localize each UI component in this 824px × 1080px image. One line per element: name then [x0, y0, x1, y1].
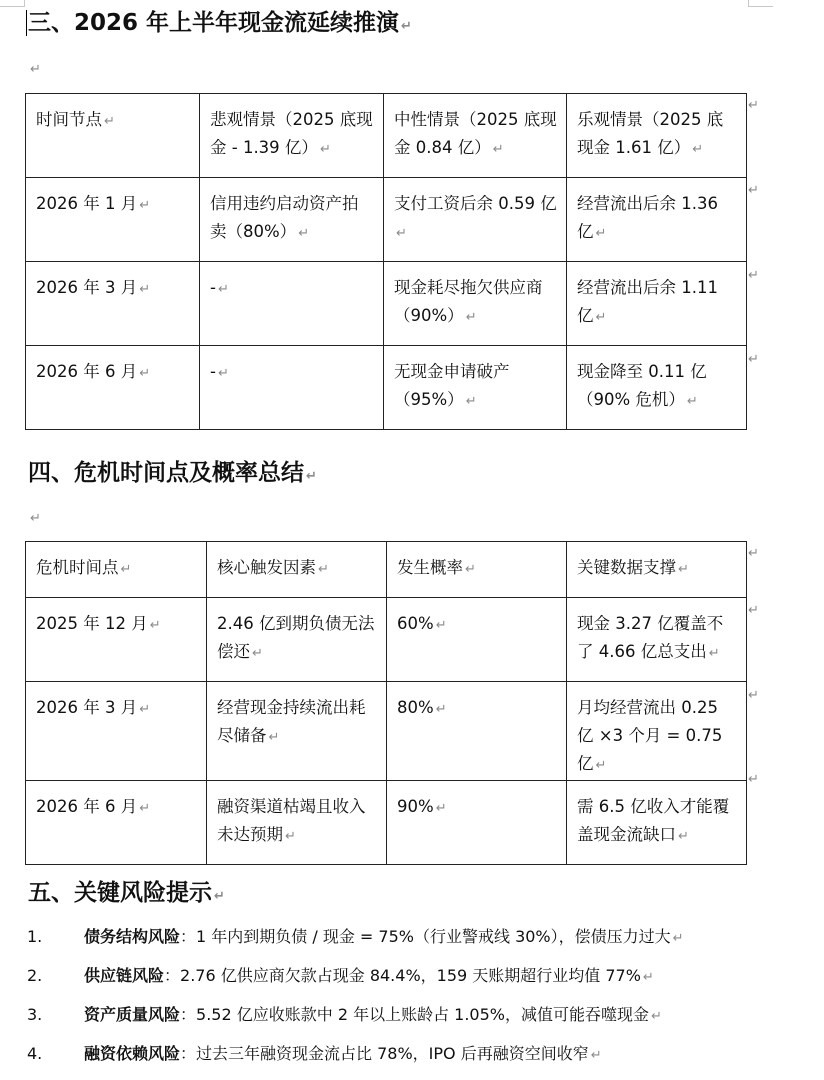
table-row: [26, 781, 747, 865]
crisis-summary-table: [25, 541, 747, 865]
table-cell[interactable]: 60% ↵: [387, 598, 567, 682]
table-cell[interactable]: 80% ↵: [387, 682, 567, 781]
table-cell[interactable]: 现金降至 0.11 亿（90% 危机） ↵: [567, 346, 747, 430]
table-cell[interactable]: 2025 年 12 月 ↵: [26, 598, 207, 682]
scenario-table: [25, 93, 747, 430]
text-cursor: [26, 10, 27, 36]
table-cell[interactable]: 2026 年 6 月 ↵: [26, 781, 207, 865]
row-end-mark: ↵: [748, 352, 759, 367]
table-header-row: [26, 94, 747, 178]
list-number: 3.: [27, 1005, 43, 1024]
table-cell[interactable]: 经营流出后余 1.11 亿 ↵: [567, 262, 747, 346]
row-end-mark: ↵: [748, 98, 759, 113]
table-cell[interactable]: 2026 年 6 月 ↵: [26, 346, 200, 430]
risk-text: 资产质量风险：5.52 亿应收账款中 2 年以上账龄占 1.05%，减值可能吞噬现金 ↵: [84, 1005, 662, 1024]
table-cell[interactable]: 无现金申请破产（95%） ↵: [384, 346, 567, 430]
table-cell[interactable]: 2026 年 3 月 ↵: [26, 682, 207, 781]
table-cell[interactable]: 发生概率 ↵: [387, 542, 567, 598]
risk-text: 债务结构风险：1 年内到期负债 / 现金 = 75%（行业警戒线 30%），偿债压力过大 ↵: [84, 927, 684, 946]
table-cell[interactable]: 悲观情景（2025 底现金 - 1.39 亿） ↵: [200, 94, 384, 178]
table-cell[interactable]: 月均经营流出 0.25 亿 ×3 个月 = 0.75 亿 ↵: [567, 682, 747, 781]
list-number: 4.: [27, 1044, 43, 1063]
list-item[interactable]: [0, 961, 824, 1000]
row-end-mark: ↵: [748, 772, 759, 787]
section5-heading[interactable]: 五、关键风险提示 ↵: [28, 880, 225, 906]
table-row: [26, 262, 747, 346]
table-cell[interactable]: 需 6.5 亿收入才能覆盖现金流缺口 ↵: [567, 781, 747, 865]
list-item[interactable]: [0, 1039, 824, 1078]
table-cell[interactable]: 经营现金持续流出耗尽储备 ↵: [207, 682, 387, 781]
list-item[interactable]: [0, 1000, 824, 1039]
row-end-mark: ↵: [748, 603, 759, 618]
table-cell[interactable]: 核心触发因素 ↵: [207, 542, 387, 598]
table-cell[interactable]: 90% ↵: [387, 781, 567, 865]
table-cell[interactable]: 现金 3.27 亿覆盖不了 4.66 亿总支出 ↵: [567, 598, 747, 682]
risk-list: [0, 922, 824, 1078]
page-corner-mark-left: [0, 0, 25, 7]
section4-heading[interactable]: 四、危机时间点及概率总结 ↵: [28, 460, 317, 486]
table-cell[interactable]: 时间节点 ↵: [26, 94, 200, 178]
row-end-mark: ↵: [748, 268, 759, 283]
risk-title: 资产质量风险: [84, 1005, 181, 1024]
table-cell[interactable]: 信用违约启动资产拍卖（80%） ↵: [200, 178, 384, 262]
table-cell[interactable]: - ↵: [200, 262, 384, 346]
table-cell[interactable]: 中性情景（2025 底现金 0.84 亿） ↵: [384, 94, 567, 178]
table-row: [26, 178, 747, 262]
table-cell[interactable]: 经营流出后余 1.36 亿 ↵: [567, 178, 747, 262]
list-number: 2.: [27, 966, 43, 985]
table-row: [26, 346, 747, 430]
risk-title: 债务结构风险: [84, 927, 181, 946]
risk-text: 供应链风险：2.76 亿供应商欠款占现金 84.4%，159 天账期超行业均值 77% ↵: [84, 966, 654, 985]
table-cell[interactable]: 2026 年 1 月 ↵: [26, 178, 200, 262]
table-cell[interactable]: 乐观情景（2025 底现金 1.61 亿） ↵: [567, 94, 747, 178]
table-cell[interactable]: 融资渠道枯竭且收入未达预期 ↵: [207, 781, 387, 865]
table-header-row: [26, 542, 747, 598]
table-row: [26, 598, 747, 682]
table-cell[interactable]: 2.46 亿到期负债无法偿还 ↵: [207, 598, 387, 682]
table-row: [26, 682, 747, 781]
row-end-mark: ↵: [748, 688, 759, 703]
page-corner-mark-right: [748, 0, 773, 7]
table-cell[interactable]: 2026 年 3 月 ↵: [26, 262, 200, 346]
empty-paragraph: ↵: [30, 62, 41, 77]
row-end-mark: ↵: [748, 183, 759, 198]
list-item[interactable]: [0, 922, 824, 961]
table-cell[interactable]: 关键数据支撑 ↵: [567, 542, 747, 598]
list-number: 1.: [27, 927, 43, 946]
empty-paragraph: ↵: [30, 511, 41, 526]
risk-title: 供应链风险: [84, 966, 165, 985]
risk-text: 融资依赖风险：过去三年融资现金流占比 78%，IPO 后再融资空间收窄 ↵: [84, 1044, 602, 1063]
table-cell[interactable]: 支付工资后余 0.59 亿↵: [384, 178, 567, 262]
table-cell[interactable]: 危机时间点 ↵: [26, 542, 207, 598]
table-cell[interactable]: 现金耗尽拖欠供应商（90%） ↵: [384, 262, 567, 346]
table-cell[interactable]: - ↵: [200, 346, 384, 430]
section3-heading[interactable]: 三、2026 年上半年现金流延续推演 ↵: [28, 10, 412, 36]
risk-title: 融资依赖风险: [84, 1044, 181, 1063]
row-end-mark: ↵: [748, 546, 759, 561]
